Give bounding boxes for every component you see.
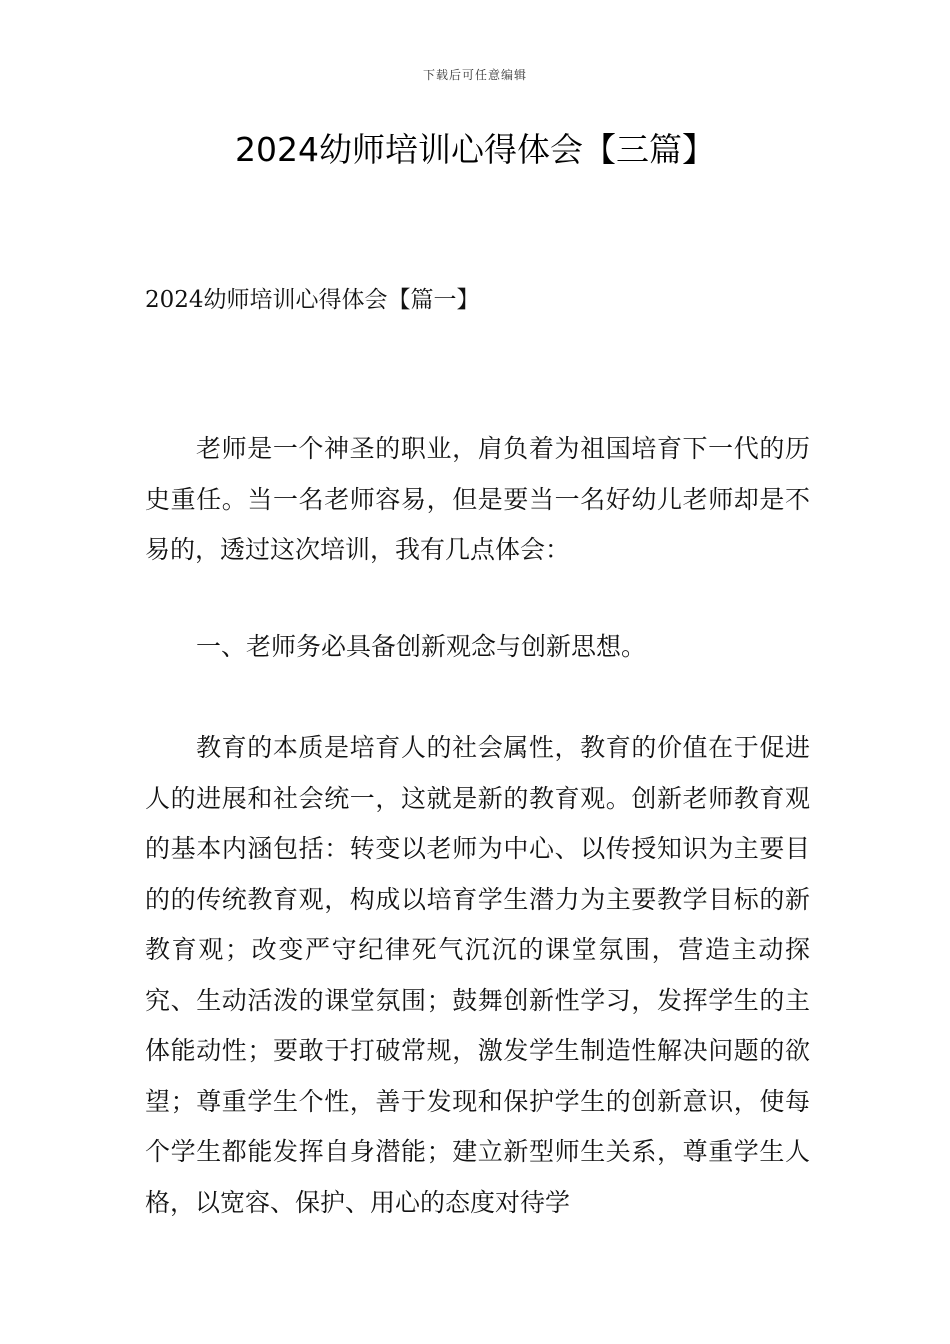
paragraph-body: 教育的本质是培育人的社会属性，教育的价值在于促进人的进展和社会统一，这就是新的教育观。创新老师教育观的基本内涵包括：转变以老师为中心、以传授知识为主要目的的传统教育观，构成以培育学生潜力为主要教学目标的新教育观；改变严守纪律死气沉沉的课堂氛围，营造主动探究、生动活泼的课堂氛围；鼓舞创新性学习，发挥学生的主体能动性；要敢于打破常规，激发学生制造性解决问题的欲望；尊重学生个性，善于发现和保护学生的创新意识，使每个学生都能发挥自身潜能；建立新型师生关系，尊重学生人格，以宽容、保护、用心的态度对待学 xyxy=(145,733,810,1217)
paragraph-intro: 老师是一个神圣的职业，肩负着为祖国培育下一代的历史重任。当一名老师容易，但是要当一名好幼儿老师却是不易的，透过这次培训，我有几点体会： xyxy=(145,434,810,564)
section-heading: 2024幼师培训心得体会【篇一】 xyxy=(145,287,480,313)
header-note: 下载后可任意编辑 xyxy=(422,68,527,82)
paragraph-point-one: 一、老师务必具备创新观念与创新思想。 xyxy=(196,632,647,661)
document-title: 2024幼师培训心得体会【三篇】 xyxy=(235,130,715,169)
